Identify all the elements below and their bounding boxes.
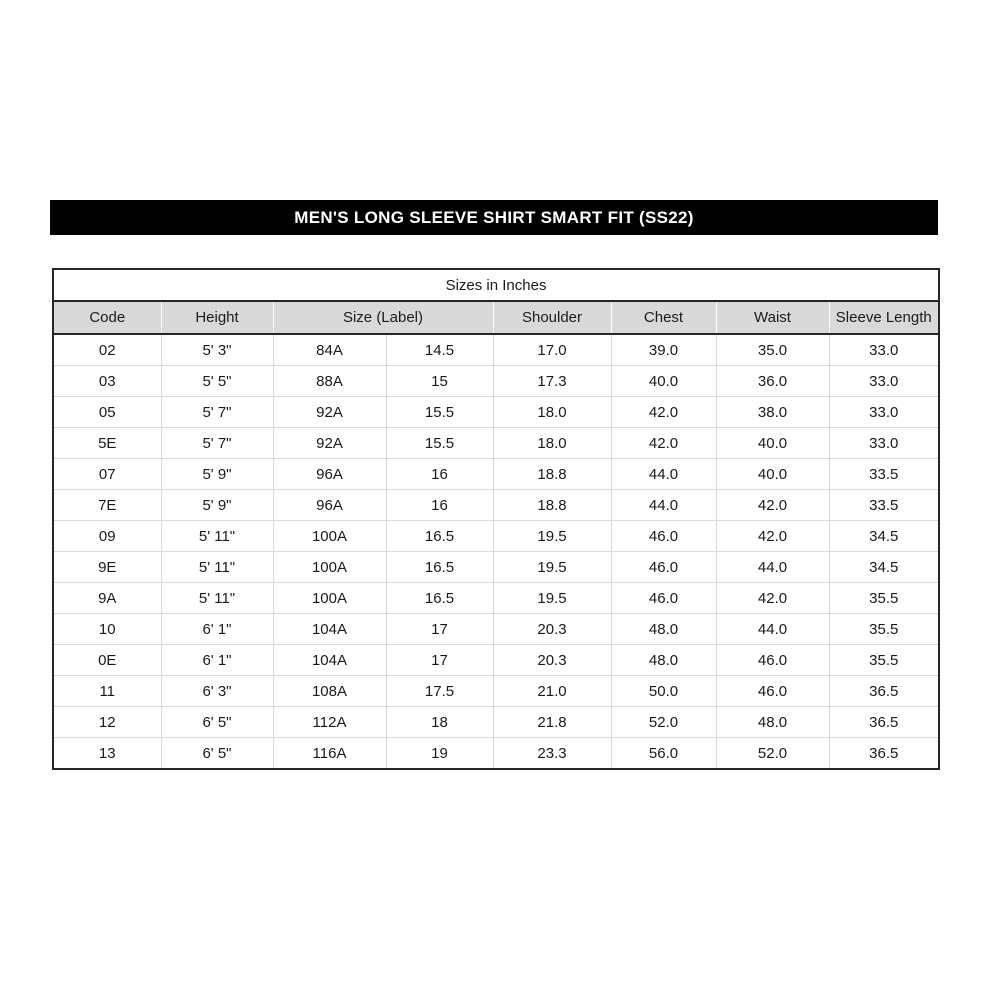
table-cell: 40.0 <box>611 366 716 397</box>
table-cell: 9A <box>53 583 161 614</box>
title-banner <box>50 200 938 235</box>
table-caption: Sizes in Inches <box>53 269 939 301</box>
table-cell: 52.0 <box>611 707 716 738</box>
table-cell: 100A <box>273 552 386 583</box>
table-cell: 6' 1" <box>161 614 273 645</box>
table-cell: 100A <box>273 583 386 614</box>
table-cell: 9E <box>53 552 161 583</box>
table-cell: 17.0 <box>493 334 611 366</box>
caption-row <box>53 269 939 301</box>
table-cell: 18.0 <box>493 428 611 459</box>
table-cell: 42.0 <box>716 490 829 521</box>
table-cell: 42.0 <box>716 583 829 614</box>
table-row <box>53 738 939 770</box>
table-cell: 46.0 <box>716 645 829 676</box>
table-cell: 84A <box>273 334 386 366</box>
table-cell: 5' 7" <box>161 428 273 459</box>
table-row <box>53 490 939 521</box>
table-cell: 35.5 <box>829 614 939 645</box>
table-cell: 104A <box>273 645 386 676</box>
table-body <box>53 334 939 769</box>
table-cell: 11 <box>53 676 161 707</box>
table-cell: 112A <box>273 707 386 738</box>
table-cell: 0E <box>53 645 161 676</box>
table-cell: 104A <box>273 614 386 645</box>
table-cell: 5' 5" <box>161 366 273 397</box>
table-cell: 39.0 <box>611 334 716 366</box>
table-cell: 42.0 <box>611 397 716 428</box>
table-cell: 09 <box>53 521 161 552</box>
table-cell: 19.5 <box>493 521 611 552</box>
table-cell: 46.0 <box>716 676 829 707</box>
table-cell: 15 <box>386 366 493 397</box>
table-row <box>53 521 939 552</box>
table-cell: 36.5 <box>829 676 939 707</box>
table-cell: 14.5 <box>386 334 493 366</box>
table-cell: 18 <box>386 707 493 738</box>
table-cell: 92A <box>273 397 386 428</box>
column-header-size-label: Size (Label) <box>273 301 493 334</box>
table-cell: 52.0 <box>716 738 829 770</box>
column-header-shoulder: Shoulder <box>493 301 611 334</box>
table-cell: 16.5 <box>386 521 493 552</box>
table-cell: 6' 1" <box>161 645 273 676</box>
table-cell: 15.5 <box>386 397 493 428</box>
table-row <box>53 366 939 397</box>
table-cell: 100A <box>273 521 386 552</box>
table-cell: 40.0 <box>716 459 829 490</box>
table-cell: 19.5 <box>493 583 611 614</box>
table-cell: 19 <box>386 738 493 770</box>
table-cell: 7E <box>53 490 161 521</box>
table-cell: 40.0 <box>716 428 829 459</box>
column-header-waist: Waist <box>716 301 829 334</box>
table-cell: 42.0 <box>716 521 829 552</box>
table-cell: 5' 11" <box>161 521 273 552</box>
table-cell: 17.5 <box>386 676 493 707</box>
table-row <box>53 459 939 490</box>
table-cell: 44.0 <box>611 459 716 490</box>
table-cell: 36.0 <box>716 366 829 397</box>
table-cell: 48.0 <box>611 614 716 645</box>
table-cell: 116A <box>273 738 386 770</box>
table-cell: 16.5 <box>386 583 493 614</box>
table-cell: 92A <box>273 428 386 459</box>
table-cell: 33.0 <box>829 428 939 459</box>
table-cell: 33.5 <box>829 459 939 490</box>
table-cell: 5' 9" <box>161 490 273 521</box>
table-row <box>53 707 939 738</box>
table-cell: 33.0 <box>829 366 939 397</box>
table-cell: 96A <box>273 490 386 521</box>
table-cell: 17 <box>386 614 493 645</box>
size-chart-table <box>52 268 940 770</box>
table-cell: 6' 5" <box>161 738 273 770</box>
table-row <box>53 676 939 707</box>
table-cell: 5' 11" <box>161 552 273 583</box>
table-cell: 36.5 <box>829 707 939 738</box>
table-cell: 35.0 <box>716 334 829 366</box>
table-cell: 21.0 <box>493 676 611 707</box>
table-cell: 19.5 <box>493 552 611 583</box>
table-cell: 15.5 <box>386 428 493 459</box>
table-cell: 18.0 <box>493 397 611 428</box>
table-cell: 34.5 <box>829 521 939 552</box>
table-cell: 17.3 <box>493 366 611 397</box>
table-cell: 33.5 <box>829 490 939 521</box>
column-header-code: Code <box>53 301 161 334</box>
table-cell: 36.5 <box>829 738 939 770</box>
table-cell: 21.8 <box>493 707 611 738</box>
table-cell: 46.0 <box>611 552 716 583</box>
column-header-sleeve-length: Sleeve Length <box>829 301 939 334</box>
table-cell: 5' 3" <box>161 334 273 366</box>
table-cell: 18.8 <box>493 490 611 521</box>
table-cell: 96A <box>273 459 386 490</box>
table-cell: 35.5 <box>829 583 939 614</box>
table-row <box>53 334 939 366</box>
table-cell: 03 <box>53 366 161 397</box>
table-cell: 07 <box>53 459 161 490</box>
table-cell: 5' 11" <box>161 583 273 614</box>
table-row <box>53 645 939 676</box>
table-cell: 5' 7" <box>161 397 273 428</box>
table-row <box>53 428 939 459</box>
header-row <box>53 301 939 334</box>
table-cell: 56.0 <box>611 738 716 770</box>
table-cell: 35.5 <box>829 645 939 676</box>
table-cell: 5' 9" <box>161 459 273 490</box>
table-row <box>53 552 939 583</box>
table-row <box>53 614 939 645</box>
table-cell: 44.0 <box>716 614 829 645</box>
table-cell: 33.0 <box>829 397 939 428</box>
table-cell: 6' 3" <box>161 676 273 707</box>
table-cell: 44.0 <box>716 552 829 583</box>
table-cell: 16.5 <box>386 552 493 583</box>
table-cell: 18.8 <box>493 459 611 490</box>
table-cell: 13 <box>53 738 161 770</box>
page-title: MEN'S LONG SLEEVE SHIRT SMART FIT (SS22) <box>294 207 694 227</box>
table-cell: 34.5 <box>829 552 939 583</box>
table-cell: 50.0 <box>611 676 716 707</box>
table-cell: 46.0 <box>611 583 716 614</box>
table-cell: 5E <box>53 428 161 459</box>
table-cell: 20.3 <box>493 614 611 645</box>
table-cell: 38.0 <box>716 397 829 428</box>
table-cell: 44.0 <box>611 490 716 521</box>
table-cell: 16 <box>386 490 493 521</box>
table-cell: 46.0 <box>611 521 716 552</box>
table-cell: 108A <box>273 676 386 707</box>
table-cell: 42.0 <box>611 428 716 459</box>
table-cell: 05 <box>53 397 161 428</box>
table-cell: 48.0 <box>611 645 716 676</box>
table-cell: 88A <box>273 366 386 397</box>
table-cell: 20.3 <box>493 645 611 676</box>
table-cell: 17 <box>386 645 493 676</box>
table-cell: 10 <box>53 614 161 645</box>
table-cell: 12 <box>53 707 161 738</box>
table-row <box>53 397 939 428</box>
column-header-chest: Chest <box>611 301 716 334</box>
column-header-height: Height <box>161 301 273 334</box>
table-row <box>53 583 939 614</box>
table-cell: 02 <box>53 334 161 366</box>
table-cell: 48.0 <box>716 707 829 738</box>
table-cell: 23.3 <box>493 738 611 770</box>
table-cell: 6' 5" <box>161 707 273 738</box>
table-cell: 16 <box>386 459 493 490</box>
table-cell: 33.0 <box>829 334 939 366</box>
